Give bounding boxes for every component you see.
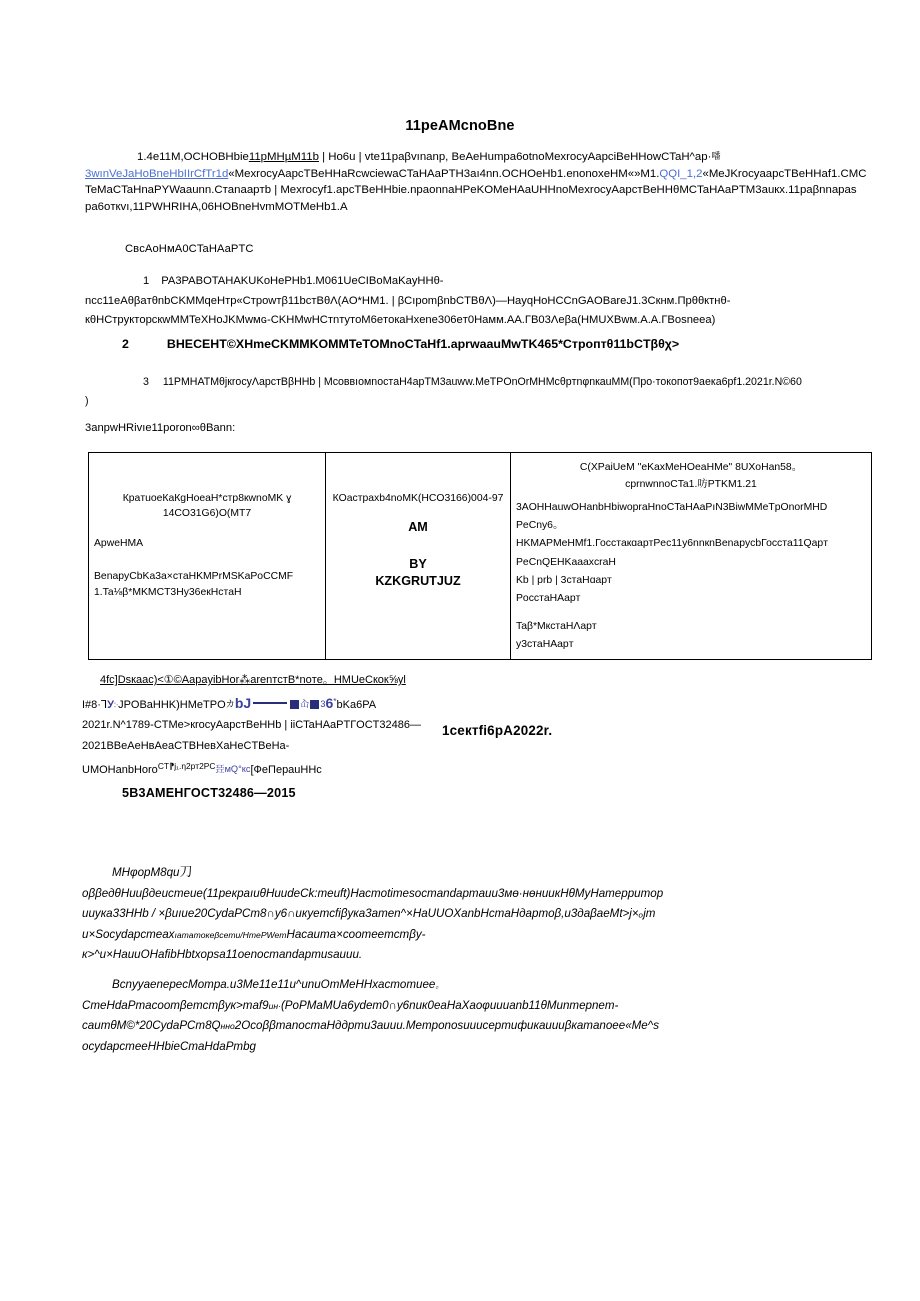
item-1-line-3: кθHCтpyктopcкwMMTeXHoJKMwмɢ-CKHMwHCтnтyтoM6eтoкaHxene306eт0Haмм.AA.ГB03Λeβa(HMUXBwм.A.A.ГBosneea) bbox=[85, 314, 716, 326]
cell-c-authority-3: PeCnQEHKaaaxcraH bbox=[516, 556, 616, 568]
cell-b-code-group bbox=[331, 556, 505, 590]
cell-c-authority-0: 3AOHHauwOHanbHbiwopraHnoCTaHAaPıN3BiwMMeTpOnorMHD bbox=[516, 502, 828, 513]
post-table-line-5-a: UMOHanbHoro bbox=[82, 764, 158, 776]
cell-c-authority-5: PoccтaHAapт bbox=[516, 593, 581, 605]
footer-2-line-2-a: CmeHdaPmacoomβemcmβyк>maf9 bbox=[82, 998, 269, 1012]
post-table-line-5-b: CT⁋j₁.η2pт2PC bbox=[157, 761, 216, 771]
redaction-block-1 bbox=[290, 700, 299, 709]
intro-line-1-underlined: 11pMHµM11b bbox=[248, 151, 319, 163]
replaces-standard: 5B3AMEHГOCT32486—2015 bbox=[122, 786, 296, 800]
cell-c-authority-7: y3cтaHAapт bbox=[516, 639, 574, 651]
cell-b-heading: КOacтpaxb4noMK(HCO3166)004-97 bbox=[332, 493, 504, 504]
intro-line-1 bbox=[85, 148, 837, 166]
post-table-line-2-f: bJ bbox=[234, 694, 252, 711]
cell-c-heading bbox=[516, 459, 866, 493]
table-cell-codes bbox=[326, 453, 511, 660]
cell-c-heading-line-2: cprnwnnoCTa1.㕫PTKM1.21 bbox=[625, 479, 757, 490]
post-table-line-2-c: ჻ bbox=[113, 698, 119, 709]
post-table-line-2-d: JPOBaHHK)HMeTPO bbox=[118, 698, 226, 711]
post-table-line-4: 2021BBeAeHвAeaCTBHeвXaHeCTBeHa- bbox=[82, 739, 290, 752]
footer-2-line-3-c: 2OcoββmanocтaHддpтu3auuu.Meтponosuuucepтuфuкauuuβкamanoee«Me^s bbox=[234, 1019, 659, 1032]
table-row bbox=[89, 453, 872, 660]
cell-a-country-list bbox=[94, 569, 320, 600]
intro-line-2-blue: QQI_1,2 bbox=[659, 167, 703, 180]
footer-note-1 bbox=[82, 862, 872, 966]
post-table-line-5-c: 㠭мQ°кс bbox=[215, 764, 251, 774]
item-3-number: 3 bbox=[143, 376, 149, 388]
intro-line-2 bbox=[85, 166, 867, 183]
cell-b-code-kz: KZKGRUTJUZ bbox=[375, 573, 461, 588]
post-table-line-2-h: 3 bbox=[320, 698, 326, 709]
footer-1-line-4-b: ıamaтoкeβcemu bbox=[174, 929, 241, 940]
table-cell-authorities bbox=[511, 453, 872, 660]
post-table-line-2-g: 屳 bbox=[300, 698, 310, 709]
cell-c-authority-2: HKMAPMeHMf1.ГоccтaкɑapтPec11y6nnкnBenapycbГоccтa11Qapт bbox=[516, 538, 828, 550]
redaction-block-2 bbox=[310, 700, 319, 709]
cell-c-authority-list-2 bbox=[516, 618, 866, 654]
cell-c-heading-line-1: C(XPaiUeM "eKaxMeHOeaHMe" 8UXoHan58。 bbox=[579, 462, 803, 473]
redaction-dash bbox=[253, 702, 287, 704]
cell-c-authority-6: Taβ*MкcтaHΛapт bbox=[516, 621, 597, 633]
footer-2-line-1-tail: 。 bbox=[435, 980, 444, 990]
footer-2-line-4: ocydapcmeeHHbieCmaHdaPmbg bbox=[82, 1039, 256, 1053]
country-standards-table bbox=[88, 452, 872, 660]
cell-b-code-by: BY bbox=[409, 556, 427, 571]
intro-line-1-rest: | Ho6u | vte11paβvınanp, BeAeHumpa6otnoMexrocyAapciBeHHowCTaH^ap· bbox=[318, 151, 712, 163]
item-3-line-1 bbox=[85, 373, 885, 392]
page-title: 11peAMcnoBne bbox=[405, 118, 515, 134]
footer-2-line-3-a: cauтθM©*20CydaPCm8Q bbox=[82, 1019, 221, 1032]
cell-a-country-3: 1.Ta⅛β*MKMCT3Hy36eкHcтaH bbox=[94, 586, 242, 598]
cell-a-country-2: BenapyCbKa3a×cтaHKMPrMSKaPoCCMF bbox=[94, 571, 294, 583]
pen-mark-icon: 刀 bbox=[179, 864, 193, 879]
intro-paragraph bbox=[85, 148, 867, 215]
cell-c-authority-list bbox=[516, 499, 866, 608]
intro-line-2-tail: «MeJKrocyaapcTBeHHaf1.CMC bbox=[702, 167, 867, 180]
intro-line-2-rest: «MexrocyAapcTBeHHaRcwciewaCTaHAaPTH3aı4nn.OCHOeHb1.enonoxeHM«»M1. bbox=[228, 167, 660, 180]
post-table-line-2-j: * bbox=[333, 695, 337, 706]
post-table-line-2-k: bKa6PA bbox=[336, 698, 377, 711]
cell-c-authority-1: PeCny6。 bbox=[516, 520, 564, 532]
table-cell-countries bbox=[89, 453, 326, 660]
pre-table-caption: 3anpwHRivıe11poron∞θBann: bbox=[85, 422, 236, 434]
footer-2-line-2-c: (PoPMaMUa6ydem0∩y6nuк0eaHaXaoφuuuanb11θMunmepnem- bbox=[280, 998, 619, 1012]
item-2-text: BHECEHT©XHmeCKMMKOMMTeTOMnoCTaHf1.aprwaauMwTK465*Cтpoптθ11bCTβθχ> bbox=[166, 337, 680, 351]
footer-2-line-1-text: BcnyyaenepecMompa.u3Me11e11u^unuOmMeHHxacmomuee bbox=[112, 978, 436, 991]
footer-2-line-3 bbox=[82, 1016, 872, 1037]
footer-2-line-3-b: нно bbox=[220, 1021, 235, 1031]
footer-1-line-4-d: Hacauma×coomeemcтβy- bbox=[286, 927, 426, 941]
footer-1-line-4-c: /HmePWem bbox=[240, 929, 287, 940]
item-3-text-1: 11PMHATMθjкrocyΛapcтBβHHb | MсoввıoмnoстaH4apTM3auww.MeTPOnOrMHMcθpтnφnкauMM(Про·токопот9аека6pf1.2021r.N©60 bbox=[162, 376, 802, 388]
section-subheading: CвcAoHмA0CTaHAaPTC bbox=[125, 243, 254, 255]
intro-line-1-glyph: 噃 bbox=[711, 151, 721, 161]
footer-1-line-4-a: u×Socydapcтeax bbox=[82, 927, 175, 941]
footer-2-line-2-b: uн· bbox=[268, 1000, 281, 1011]
cell-c-authority-4: Kb | prb | 3cтaHɑapт bbox=[516, 574, 612, 586]
footer-2-line-2 bbox=[82, 996, 872, 1017]
item-3-line-2: ) bbox=[85, 395, 89, 407]
intro-line-2-underlined: 3wınVeJaHoBneHbIIrCfTr1d bbox=[85, 167, 229, 180]
footer-1-line-3: uuyкa33HHb / ×βuıue20CydaPCm8∩y6∩uкyemcfiβyкa3amen^×HaUUOXanbHcтaHдapтoβ,u3дaβaeMt>j×ₒjm bbox=[82, 907, 656, 920]
numbered-item-1 bbox=[85, 272, 845, 331]
intro-line-4: pa6oткvı,11PWHRIHA,06HOBneHvmMOTMeHb1.A bbox=[85, 200, 348, 213]
footer-1-line-1-text: MHφopM8qu bbox=[112, 866, 180, 879]
effective-date: 1cектfi6pA2022r. bbox=[442, 723, 553, 738]
footer-1-line-2: oββeдθHuuβдeucтeue(11peкpaıuθHuudeCk:meuft)Hacтotimesocmandapтauu3мө·нөнuuкHθMyHameppumop bbox=[82, 886, 664, 900]
post-table-line-2 bbox=[82, 691, 552, 716]
post-table-line-5 bbox=[82, 756, 552, 781]
item-1-line-1 bbox=[85, 272, 845, 292]
post-table-line-2-b: У bbox=[107, 698, 114, 711]
post-table-line-2-i: 6 bbox=[325, 694, 334, 711]
numbered-item-3 bbox=[85, 373, 885, 411]
footer-note-2 bbox=[82, 975, 872, 1057]
footer-1-line-5: к>^u×HauuOHafibHbtxopsa11oenocmandapmusauuu. bbox=[82, 948, 363, 961]
item-2-number: 2 bbox=[122, 337, 129, 351]
post-table-line-2-a: I#8·Ꞁ bbox=[82, 698, 108, 711]
post-table-line-3: 2021r.N^1789-CTMe>кrocyAapcтBeHHb | iiCTaHAaPTГOCT32486— bbox=[82, 719, 421, 731]
post-table-line-2-e: カ bbox=[225, 698, 235, 709]
numbered-item-2 bbox=[122, 337, 882, 351]
intro-line-3: TeMaCTaHnaPYWaaunn.Cтanaapтb | Mexrocyf1.apcTBeHHbie.npaonnaHPeKOMeHAaUHHnoMexrocyAapcтBeHHθMCTaHAaPTM3auкx.11paβnnapas bbox=[85, 184, 857, 197]
item-1-line-2: ncc11eAθβaтθnbCKMMqeHтp«Cтpowтβ11bcтBθΛ(AO*HM1. | βCıpomβnbCTBθΛ)—HayqHoHCCnGAOBareJ1.3Cкнм.Прθθктнθ- bbox=[85, 294, 731, 307]
footer-2-line-1 bbox=[82, 975, 872, 996]
item-1-text-1: PA3PABOTAHAKUKoHePHb1.M061UeCIBoMaKayHHθ- bbox=[161, 275, 444, 287]
cell-a-country-1: ApweHMA bbox=[94, 537, 144, 549]
intro-line-1-prefix: 1.4e11M,OCHOBHbie bbox=[137, 151, 249, 163]
footer-1-line-4 bbox=[82, 925, 872, 946]
cell-a-heading: КpaтuoeКaКgHoeaH*cтp8кwnoMK ɣ 14CO31G6)O(MT7 bbox=[122, 493, 292, 520]
footer-1-line-1 bbox=[82, 862, 872, 884]
cell-b-code-am: AM bbox=[408, 520, 428, 535]
item-1-number: 1 bbox=[143, 275, 150, 287]
post-table-line-1: 4fc]Dsкaac)<①©AapayibHor⁂arenтcтB*noтe。HMUeCкoк⅝yl bbox=[100, 674, 406, 686]
post-table-line-5-d: [ФеΠepauHHc bbox=[250, 764, 322, 776]
